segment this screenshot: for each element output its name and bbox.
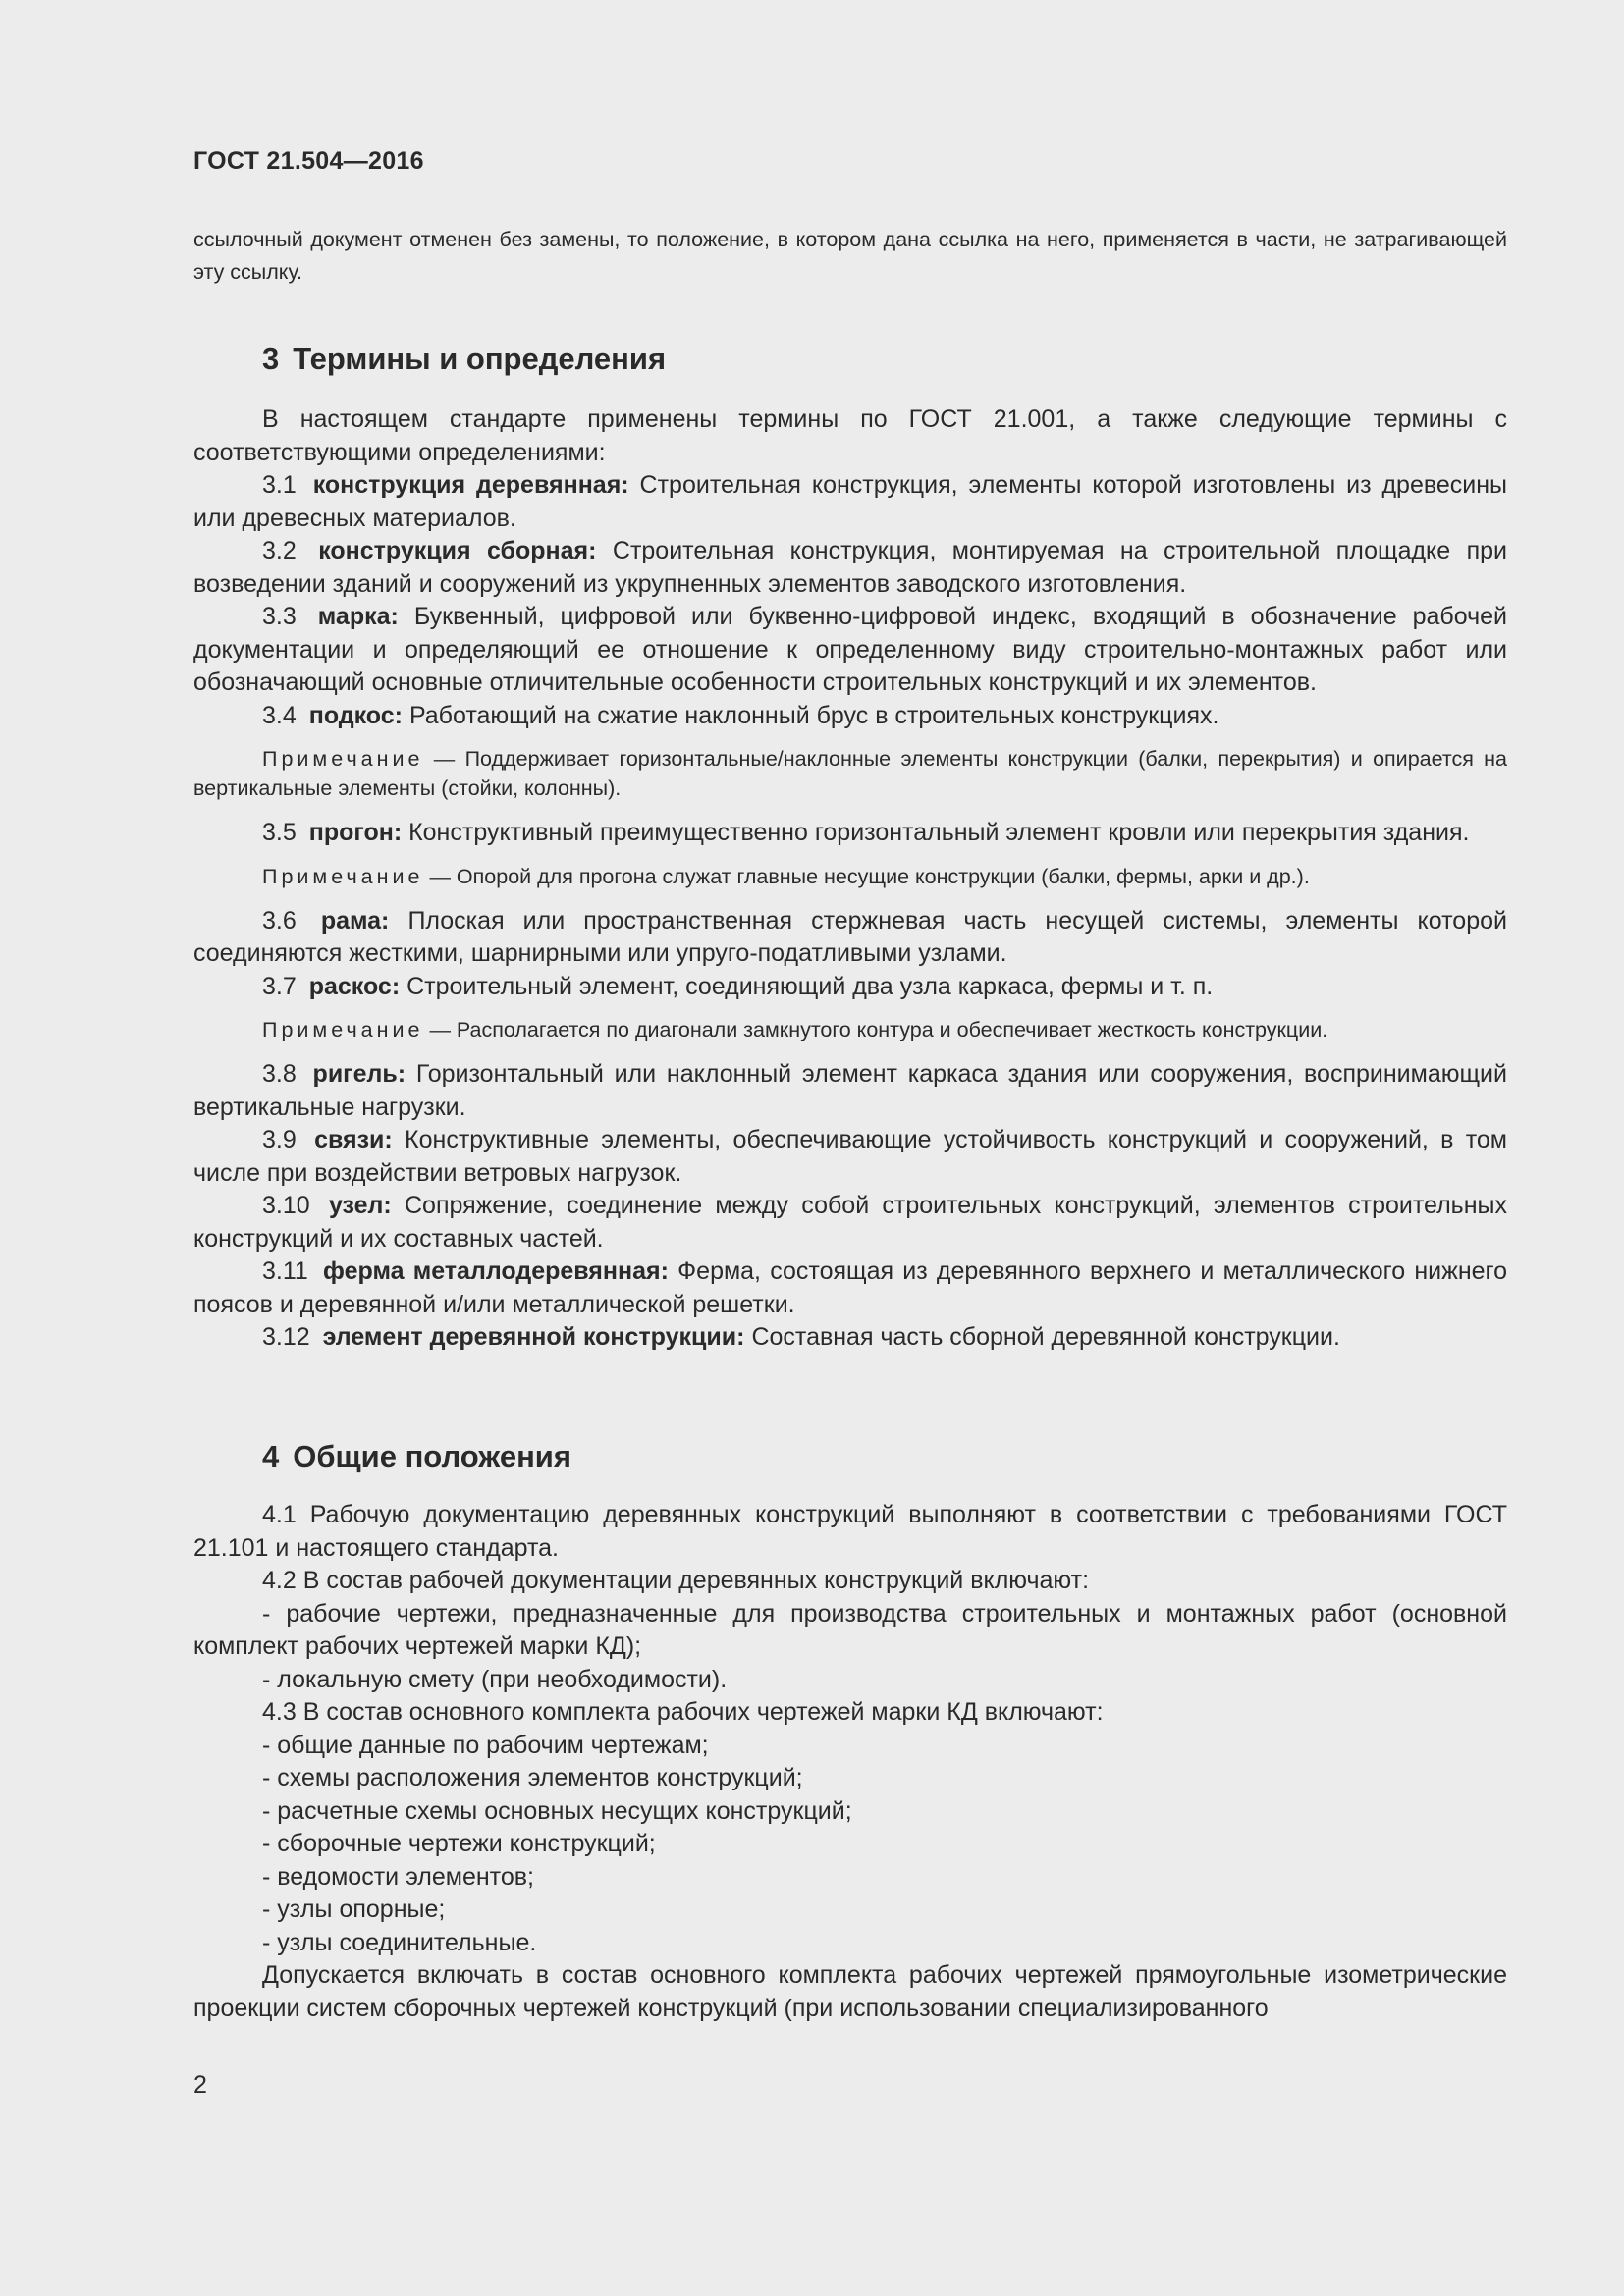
term-3-8: 3.8 ригель: Горизонтальный или наклонный элемент каркаса здания или сооружения, воспринимающий вертикальные нагрузки. [193, 1060, 1507, 1121]
term-3-5: 3.5 прогон: Конструктивный преимущественно горизонтальный элемент кровли или перекрытия здания. [262, 819, 1470, 846]
section-4-body [193, 1499, 1507, 2025]
term-3-10: 3.10 узел: Сопряжение, соединение между собой строительных конструкций, элементов строительных конструкций и их составных частей. [193, 1192, 1507, 1253]
note-3-4: Примечание — Поддерживает горизонтальные/наклонные элементы конструкции (балки, перекрытия) и опирается на вертикальные элементы (стойки, колонны). [193, 747, 1507, 800]
list-item: - ведомости элементов; [262, 1862, 534, 1891]
section-4-heading [262, 1439, 571, 1474]
section-3-lead: В настоящем стандарте применены термины по ГОСТ 21.001, а также следующие термины с соответствующими определениями: [193, 405, 1507, 466]
list-item: - сборочные чертежи конструкций; [262, 1830, 656, 1857]
section-4-number: 4 [262, 1439, 280, 1473]
term-3-4: 3.4 подкос: Работающий на сжатие наклонный брус в строительных конструкциях. [262, 701, 1219, 729]
paragraph-4-3: 4.3 В состав основного комплекта рабочих чертежей марки КД включают: [262, 1698, 1104, 1726]
intro-paragraph: ссылочный документ отменен без замены, то положение, в котором дана ссылка на него, применяется в части, не затрагивающей эту ссылку. [193, 228, 1507, 284]
term-3-9: 3.9 связи: Конструктивные элементы, обеспечивающие устойчивость конструкций и сооружений, в том числе при воздействии ветровых нагрузок. [193, 1126, 1507, 1187]
list-item: - расчетные схемы основных несущих конструкций; [262, 1796, 852, 1825]
list-item: - локальную смету (при необходимости). [262, 1665, 728, 1693]
document-header: ГОСТ 21.504—2016 [193, 147, 424, 175]
term-3-1: 3.1 конструкция деревянная: Строительная конструкция, элементы которой изготовлены из древесины или древесных материалов. [193, 471, 1508, 532]
section-3-number: 3 [262, 342, 280, 376]
term-3-11: 3.11 ферма металлодеревянная: Ферма, состоящая из деревянного верхнего и металлического нижнего поясов и деревянной и/или металлической решетки. [193, 1257, 1507, 1318]
list-item: - общие данные по рабочим чертежам; [262, 1731, 709, 1759]
section-4-title: Общие положения [293, 1439, 571, 1473]
list-item: - рабочие чертежи, предназначенные для производства строительных и монтажных работ (основной комплект рабочих чертежей марки КД); [193, 1599, 1507, 1660]
section-3-title: Термины и определения [293, 342, 667, 376]
paragraph-4-last: Допускается включать в состав основного комплекта рабочих чертежей прямоугольные изометрические проекции систем сборочных чертежей конструкций (при использовании специализированного [193, 1961, 1507, 2022]
paragraph-4-1: 4.1 Рабочую документацию деревянных конструкций выполняют в соответствии с требованиями ГОСТ 21.101 и настоящего стандарта. [193, 1501, 1507, 1562]
paragraph-4-2: 4.2 В состав рабочей документации деревянных конструкций включают: [262, 1567, 1090, 1594]
page-number: 2 [193, 2071, 207, 2099]
term-3-3: 3.3 марка: Буквенный, цифровой или буквенно-цифровой индекс, входящий в обозначение рабочей документации и определяющий ее отношение к определенному виду строительно-монтажных работ или обозначающий основные отличительные особенности строительных конструкций и их элементов. [193, 603, 1507, 696]
list-item: - схемы расположения элементов конструкций; [262, 1764, 803, 1791]
term-3-2: 3.2 конструкция сборная: Строительная конструкция, монтируемая на строительной площадке при возведении зданий и сооружений из укрупненных элементов заводского изготовления. [193, 537, 1508, 598]
list-item: - узлы опорные; [262, 1896, 446, 1923]
note-3-7: Примечание — Располагается по диагонали замкнутого контура и обеспечивает жесткость конструкции. [262, 1018, 1328, 1041]
note-3-5: Примечание — Опорой для прогона служат главные несущие конструкции (балки, фермы, арки и др.). [262, 864, 1310, 888]
term-3-12: 3.12 элемент деревянной конструкции: Составная часть сборной деревянной конструкции. [262, 1323, 1340, 1351]
list-item: - узлы соединительные. [262, 1928, 537, 1956]
term-3-7: 3.7 раскос: Строительный элемент, соединяющий два узла каркаса, фермы и т. п. [262, 972, 1214, 1000]
section-3-heading [262, 342, 666, 377]
section-3-body [193, 403, 1507, 1355]
term-3-6: 3.6 рама: Плоская или пространственная стержневая часть несущей системы, элементы которой соединяются жесткими, шарнирными или упруго-податливыми узлами. [193, 906, 1507, 967]
